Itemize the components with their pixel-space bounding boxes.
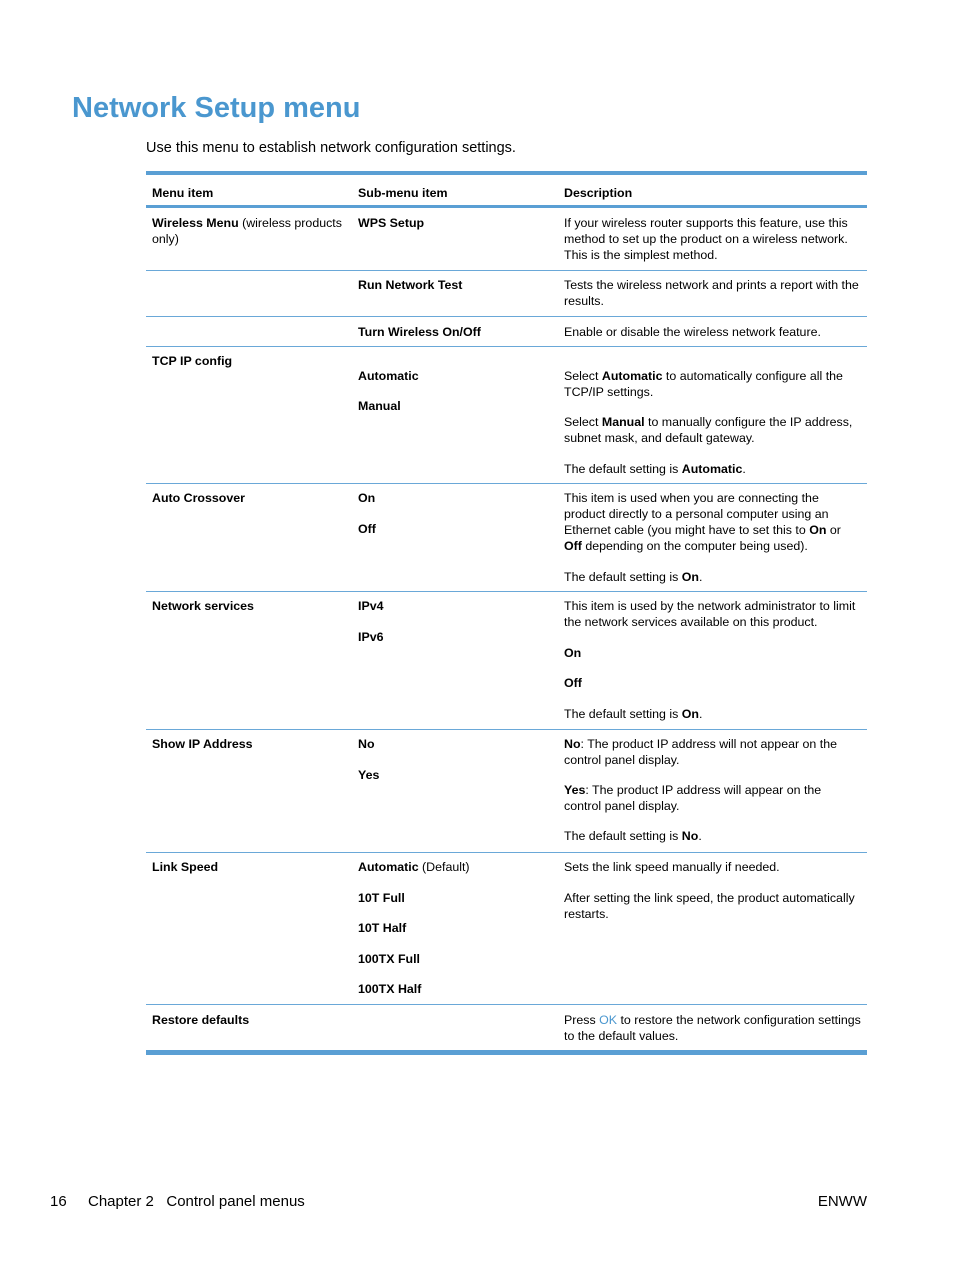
description-paragraph: No: The product IP address will not appear on the control panel display. bbox=[564, 737, 837, 767]
description-cell bbox=[558, 592, 867, 729]
description-cell bbox=[558, 1005, 867, 1050]
table-row-turn-wireless bbox=[146, 317, 867, 347]
sub-menu-option: IPv6 bbox=[358, 630, 384, 644]
description-paragraph: The default setting is Automatic. bbox=[564, 462, 746, 476]
footer-right: ENWW bbox=[817, 1193, 867, 1210]
description-paragraph: This item is used when you are connecting the product directly to a personal computer using an Ethernet cable (you might have to set this to On or Off depending on the computer being used). bbox=[564, 491, 841, 553]
sub-menu-option: Automatic bbox=[358, 369, 419, 383]
description-option: Off bbox=[564, 676, 582, 690]
table-row-tcp-ip-config bbox=[146, 347, 867, 484]
sub-menu-cell: Turn Wireless On/Off bbox=[358, 325, 481, 339]
sub-menu-option: 100TX Half bbox=[358, 982, 422, 996]
description-paragraph: This item is used by the network administrator to limit the network services available on this product. bbox=[564, 599, 856, 629]
description-cell bbox=[558, 347, 867, 483]
header-sub-menu-item: Sub-menu item bbox=[358, 186, 448, 200]
intro-text: Use this menu to establish network configuration settings. bbox=[146, 140, 516, 156]
table-row-network-services bbox=[146, 592, 867, 730]
table-row-auto-crossover bbox=[146, 484, 867, 592]
sub-menu-option: On bbox=[358, 491, 376, 505]
table-row-wireless-menu bbox=[146, 208, 867, 271]
header-description: Description bbox=[564, 186, 633, 200]
description-cell bbox=[558, 730, 867, 852]
description-paragraph: The default setting is No. bbox=[564, 829, 702, 843]
description-paragraph: Sets the link speed manually if needed. bbox=[564, 860, 780, 874]
menu-cell bbox=[146, 271, 352, 316]
sub-menu-option: Manual bbox=[358, 399, 401, 413]
header-menu-item: Menu item bbox=[152, 186, 214, 200]
menu-cell bbox=[146, 208, 352, 270]
page-number: 16 bbox=[50, 1193, 67, 1210]
sub-menu-option: 10T Full bbox=[358, 891, 405, 905]
description-option: On bbox=[564, 646, 582, 660]
sub-menu-cell bbox=[352, 1005, 558, 1050]
description-paragraph: Yes: The product IP address will appear on the control panel display. bbox=[564, 783, 822, 813]
description-paragraph: Select Manual to manually configure the IP address, subnet mask, and default gateway. bbox=[564, 415, 853, 445]
description-paragraph: The default setting is On. bbox=[564, 707, 703, 721]
menu-cell: Auto Crossover bbox=[152, 491, 245, 505]
description-cell: Enable or disable the wireless network feature. bbox=[564, 325, 821, 339]
description-cell: If your wireless router supports this feature, use this method to set up the product on a wireless network. This is the simplest method. bbox=[564, 216, 848, 262]
sub-menu-cell bbox=[352, 730, 558, 852]
network-setup-table bbox=[146, 171, 867, 1055]
sub-menu-option: 10T Half bbox=[358, 921, 407, 935]
menu-item-label: Wireless Menu bbox=[152, 216, 239, 230]
menu-cell: Restore defaults bbox=[152, 1013, 250, 1027]
description-cell bbox=[558, 853, 867, 1004]
footer-left bbox=[50, 1193, 305, 1210]
sub-menu-option: Automatic (Default) bbox=[358, 860, 470, 874]
ok-button-reference: OK bbox=[599, 1013, 618, 1027]
table-row-link-speed bbox=[146, 853, 867, 1005]
table-header-row bbox=[146, 175, 867, 208]
description-paragraph: Press OK to restore the network configuration settings to the default values. bbox=[564, 1013, 861, 1043]
description-paragraph: After setting the link speed, the product automatically restarts. bbox=[564, 891, 855, 921]
sub-menu-cell bbox=[352, 853, 558, 1004]
sub-menu-option: No bbox=[358, 737, 375, 751]
menu-cell: Show IP Address bbox=[152, 737, 253, 751]
sub-menu-option: Yes bbox=[358, 768, 380, 782]
chapter-title: Chapter 2 Control panel menus bbox=[88, 1193, 305, 1210]
sub-menu-cell bbox=[352, 484, 558, 591]
menu-cell: TCP IP config bbox=[152, 354, 233, 368]
page-footer bbox=[50, 1193, 867, 1210]
menu-cell: Network services bbox=[152, 599, 254, 613]
description-paragraph: The default setting is On. bbox=[564, 570, 703, 584]
sub-menu-cell bbox=[352, 347, 558, 483]
page-title: Network Setup menu bbox=[72, 92, 361, 124]
menu-item-note: (wireless products only) bbox=[152, 216, 342, 246]
sub-menu-cell bbox=[352, 592, 558, 729]
table-row-show-ip-address bbox=[146, 730, 867, 853]
sub-menu-cell: WPS Setup bbox=[358, 216, 425, 230]
table-row-run-network-test bbox=[146, 271, 867, 317]
sub-menu-option: Off bbox=[358, 522, 376, 536]
menu-cell: Link Speed bbox=[152, 860, 219, 874]
table-row-restore-defaults bbox=[146, 1005, 867, 1050]
sub-menu-option: IPv4 bbox=[358, 599, 384, 613]
description-cell: Tests the wireless network and prints a report with the results. bbox=[564, 278, 859, 308]
description-paragraph: Select Automatic to automatically configure all the TCP/IP settings. bbox=[564, 369, 843, 399]
description-cell bbox=[558, 484, 867, 591]
sub-menu-cell: Run Network Test bbox=[358, 278, 463, 292]
menu-cell bbox=[146, 317, 352, 346]
sub-menu-option: 100TX Full bbox=[358, 952, 420, 966]
